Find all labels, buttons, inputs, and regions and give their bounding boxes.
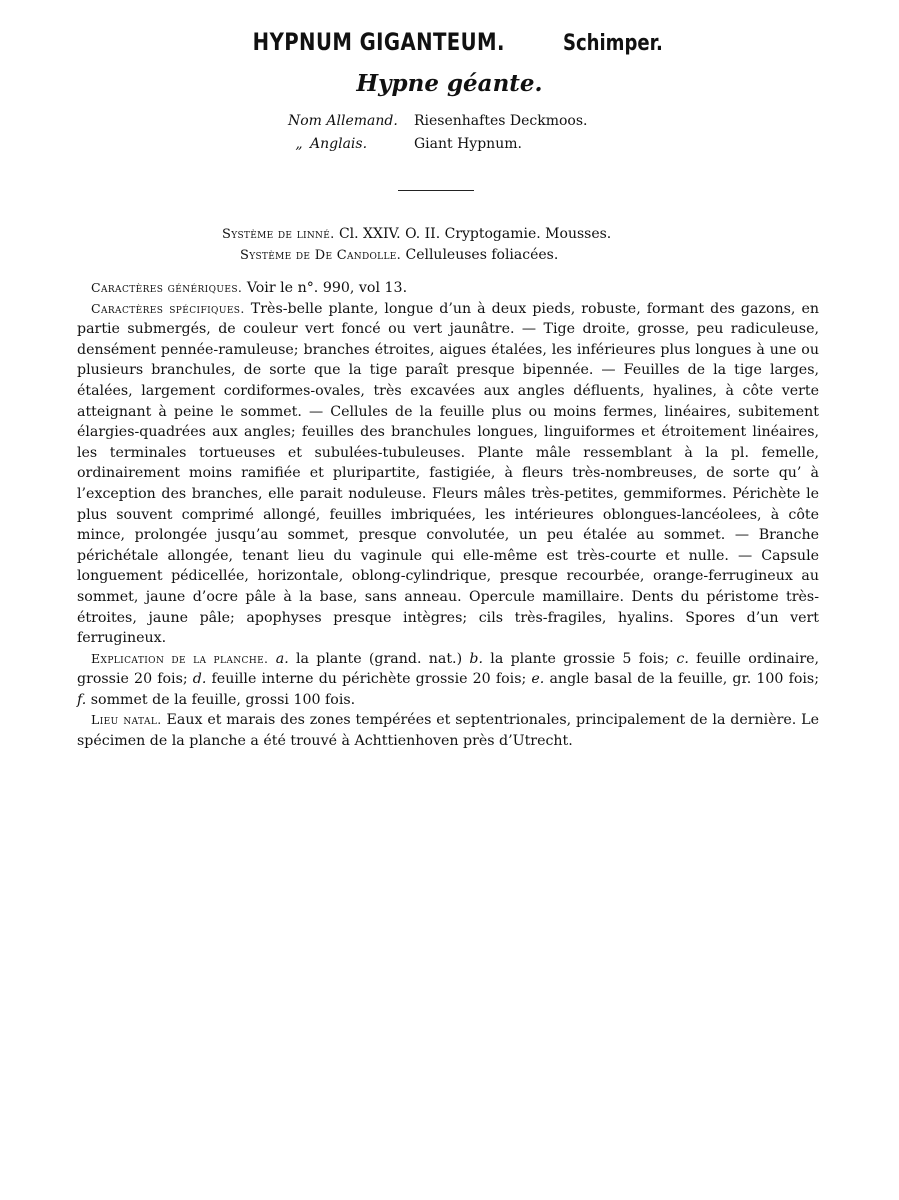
habitat-label: Lieu natal. [91, 712, 162, 728]
explanation-text-c: feuille ordinaire, grossie 20 fois; [77, 650, 820, 688]
candolle-system [0, 245, 899, 266]
explanation-label: Explication de la planche. [91, 650, 269, 666]
explanation-text-a: la plante (grand. nat.) [296, 650, 463, 667]
english-value: Giant Hypnum. [414, 136, 522, 152]
author-name: Schimper. [562, 31, 663, 56]
candolle-label: Système de De Candolle. [240, 248, 402, 263]
latin-name: HYPNUM GIGANTEUM. [252, 28, 506, 56]
german-name-row [288, 110, 587, 133]
generic-label: Caractères génériques. [91, 280, 243, 295]
explanation-key-b: b. [469, 650, 483, 667]
linne-value: Cl. XXIV. O. II. Cryptogamie. Mousses. [338, 226, 612, 242]
plate-explanation [77, 649, 819, 711]
explanation-key-f: f. [77, 691, 87, 708]
explanation-key-a: a. [275, 650, 289, 667]
explanation-text-f: sommet de la feuille, grossi 100 fois. [90, 691, 356, 708]
german-value: Riesenhaftes Deckmoos. [414, 113, 588, 129]
ditto-mark: „ [295, 136, 303, 152]
specific-text: Très-belle plante, longue d’un à deux pieds, robuste, formant des gazons, en partie submergés, de couleur vert foncé ou vert jaunâtre. — Tige droite, grosse, peu radiculeuse, densément pennée-ramuleuse; branches étroites, aigues étalées, les inférieures plus longues à une ou plusieurs branchules, de sorte que la tige paraît presque bipennée. — Feuilles de la tige larges, étalées, largement cordiformes-ovales, très excavées aux angles défluents, hyalines, à côte verte atteignant à peine le sommet. — Cellules de la feuille plus ou moins fermes, linéaires, subitement élargies-quadrées aux angles; feuilles des branchules longues, linguiformes et étroitement linéaires, les terminales tortueuses et subulées-tubuleuses. Plante mâle ressemblant à la pl. femelle, ordinairement moins ramifiée et pluripartite, fastigiée, à fleurs très-nombreuses, de sorte qu’ à l’exception des branches, elle parait noduleuse. Fleurs mâles très-petites, gemmiformes. Périchète le plus souvent comprimé allongé, feuilles imbriquées, les intérieures oblongues-lancéolees, à côte mince, prolongée jusqu’au sommet, presque convolutée, un peu étalée au sommet. — Branche périchétale allongée, tenant lieu du vaginule qui elle-même est très-courte et nulle. — Capsule longuement pédicellée, horizontale, oblong-cylindrique, presque recourbée, orange-ferrugineux au sommet, jaune d’ocre pâle à la base, sans anneau. Opercule mamillaire. Dents du péristome très-étroites, jaune pâle; apophyses presque intègres; cils très-fragiles, hyalins. Spores d’un vert ferrugineux. [77, 300, 819, 647]
german-label: Nom Allemand. [288, 113, 398, 129]
explanation-text-d: feuille interne du périchète grossie 20 fois; [211, 671, 527, 688]
species-title [0, 28, 899, 56]
specific-label: Caractères spécifiques. [91, 300, 245, 316]
common-names [288, 110, 587, 156]
english-label: Anglais. [310, 136, 368, 152]
description-body [77, 278, 819, 752]
generic-text: Voir le n°. 990, vol 13. [246, 280, 408, 296]
classification-systems [0, 224, 899, 266]
explanation-key-d: d. [192, 671, 207, 688]
specific-characters [77, 299, 819, 649]
linne-label: Système de linné. [222, 227, 335, 242]
divider-rule [398, 190, 474, 191]
habitat-text: Eaux et marais des zones tempérées et septentrionales, principalement de la dernière. Le spécimen de la planche a été trouvé à Achttienhoven près d’Utrecht. [77, 712, 820, 750]
english-name-row [288, 133, 587, 156]
candolle-value: Celluleuses foliacées. [405, 247, 559, 263]
explanation-key-c: c. [676, 650, 689, 667]
generic-characters [77, 278, 819, 299]
linne-system [0, 224, 899, 245]
explanation-text-b: la plante grossie 5 fois; [490, 650, 670, 667]
english-label-wrap [288, 133, 414, 156]
explanation-text-e: angle basal de la feuille, gr. 100 fois; [549, 671, 819, 688]
french-name: Hypne géante. [356, 70, 543, 97]
habitat [77, 710, 819, 751]
explanation-key-e: e. [531, 671, 545, 688]
